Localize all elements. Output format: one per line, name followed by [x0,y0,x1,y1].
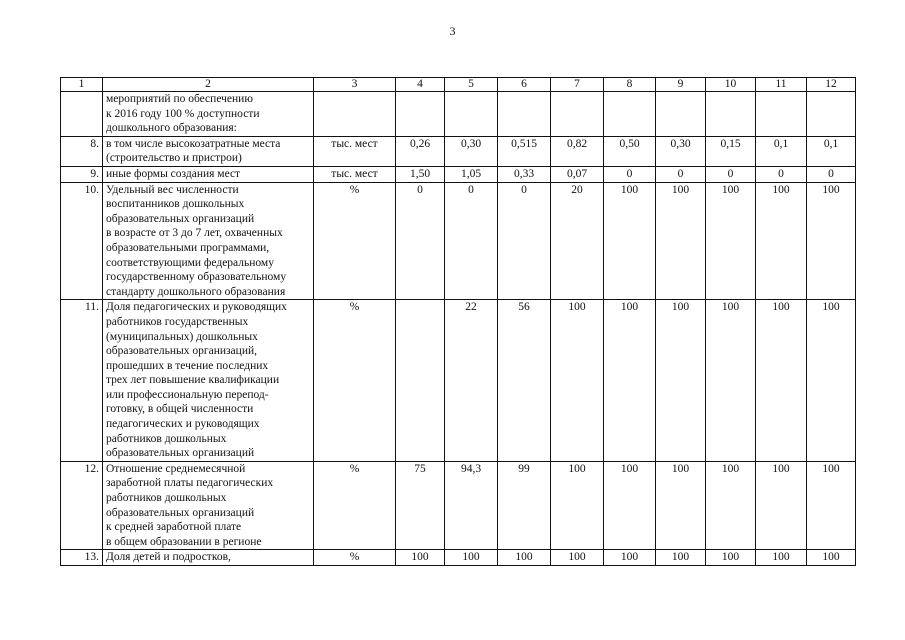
value-cell: 100 [396,550,445,566]
unit-cell: тыс. мест [314,136,396,166]
unit-cell: % [314,550,396,566]
indicator-description: иные формы создания мест [103,166,314,182]
indicator-description: Доля детей и подростков, [103,550,314,566]
header-cell: 8 [604,78,656,92]
value-cell: 100 [656,550,706,566]
table-row [61,92,856,137]
value-cell: 0 [756,166,807,182]
indicator-description: мероприятий по обеспечению к 2016 году 100 % доступности дошкольного образования: [103,92,314,137]
page-number: 3 [449,24,456,38]
value-cell: 75 [396,461,445,550]
value-cell: 0 [706,166,756,182]
value-cell: 0 [445,182,498,300]
value-cell: 99 [498,461,551,550]
value-cell: 100 [807,182,856,300]
value-cell: 100 [604,461,656,550]
header-cell: 4 [396,78,445,92]
value-cell [498,92,551,137]
table-row [61,300,856,462]
value-cell: 56 [498,300,551,462]
table-header-row [61,78,856,92]
value-cell: 0,515 [498,136,551,166]
header-cell: 12 [807,78,856,92]
table-row [61,166,856,182]
row-number [61,92,103,137]
value-cell: 0,33 [498,166,551,182]
header-cell: 11 [756,78,807,92]
value-cell: 100 [756,461,807,550]
row-number: 9. [61,166,103,182]
value-cell: 0 [807,166,856,182]
table-row [61,182,856,300]
value-cell [604,92,656,137]
table-body [61,78,856,566]
unit-cell [314,92,396,137]
value-cell: 100 [656,300,706,462]
value-cell: 100 [551,461,604,550]
header-cell: 5 [445,78,498,92]
indicators-table [60,77,856,566]
header-cell: 7 [551,78,604,92]
unit-cell: % [314,182,396,300]
value-cell: 22 [445,300,498,462]
value-cell: 100 [551,300,604,462]
value-cell: 100 [604,550,656,566]
value-cell: 100 [807,300,856,462]
value-cell: 100 [498,550,551,566]
value-cell: 1,50 [396,166,445,182]
value-cell: 0 [604,166,656,182]
value-cell [656,92,706,137]
row-number: 13. [61,550,103,566]
header-cell: 3 [314,78,396,92]
value-cell: 0 [396,182,445,300]
value-cell: 100 [706,300,756,462]
value-cell: 100 [807,461,856,550]
header-cell: 2 [103,78,314,92]
value-cell: 0,50 [604,136,656,166]
indicator-description: в том числе высокозатратные места (строительство и пристрои) [103,136,314,166]
value-cell [756,92,807,137]
header-cell: 10 [706,78,756,92]
value-cell: 100 [756,182,807,300]
row-number: 11. [61,300,103,462]
value-cell: 0,26 [396,136,445,166]
value-cell: 0 [656,166,706,182]
table-row [61,136,856,166]
value-cell: 100 [604,300,656,462]
value-cell: 100 [445,550,498,566]
header-cell: 6 [498,78,551,92]
value-cell: 100 [656,461,706,550]
value-cell: 100 [656,182,706,300]
header-cell: 1 [61,78,103,92]
value-cell: 0,30 [445,136,498,166]
value-cell: 94,3 [445,461,498,550]
value-cell: 100 [756,550,807,566]
value-cell: 0,82 [551,136,604,166]
value-cell: 1,05 [445,166,498,182]
indicator-description: Доля педагогических и руководящих работников государственных (муниципальных) дошкольных образовательных организаций, прошедших в течение последних трех лет повышение квалификации или профессиональную перепод- готовку, в общей численности педагогических и руководящих работников дошкольных образовательных организаций [103,300,314,462]
value-cell: 100 [706,461,756,550]
row-number: 8. [61,136,103,166]
unit-cell: % [314,461,396,550]
indicator-description: Отношение среднемесячной заработной платы педагогических работников дошкольных образовательных организаций к средней заработной плате в общем образовании в регионе [103,461,314,550]
table-row [61,461,856,550]
value-cell: 100 [756,300,807,462]
value-cell: 0,1 [756,136,807,166]
value-cell: 0,07 [551,166,604,182]
value-cell [445,92,498,137]
table-row [61,550,856,566]
indicator-description: Удельный вес численности воспитанников дошкольных образовательных организаций в возрасте от 3 до 7 лет, охваченных образовательными программами, соответствующими федеральному государственному образовательному стандарту дошкольного образования [103,182,314,300]
value-cell: 100 [551,550,604,566]
value-cell: 0,1 [807,136,856,166]
value-cell: 100 [706,550,756,566]
value-cell [396,300,445,462]
value-cell: 20 [551,182,604,300]
row-number: 12. [61,461,103,550]
unit-cell: тыс. мест [314,166,396,182]
value-cell: 100 [604,182,656,300]
row-number: 10. [61,182,103,300]
value-cell: 0,15 [706,136,756,166]
value-cell: 100 [706,182,756,300]
header-cell: 9 [656,78,706,92]
value-cell: 0,30 [656,136,706,166]
value-cell [551,92,604,137]
value-cell [706,92,756,137]
value-cell [807,92,856,137]
unit-cell: % [314,300,396,462]
value-cell [396,92,445,137]
value-cell: 0 [498,182,551,300]
value-cell: 100 [807,550,856,566]
